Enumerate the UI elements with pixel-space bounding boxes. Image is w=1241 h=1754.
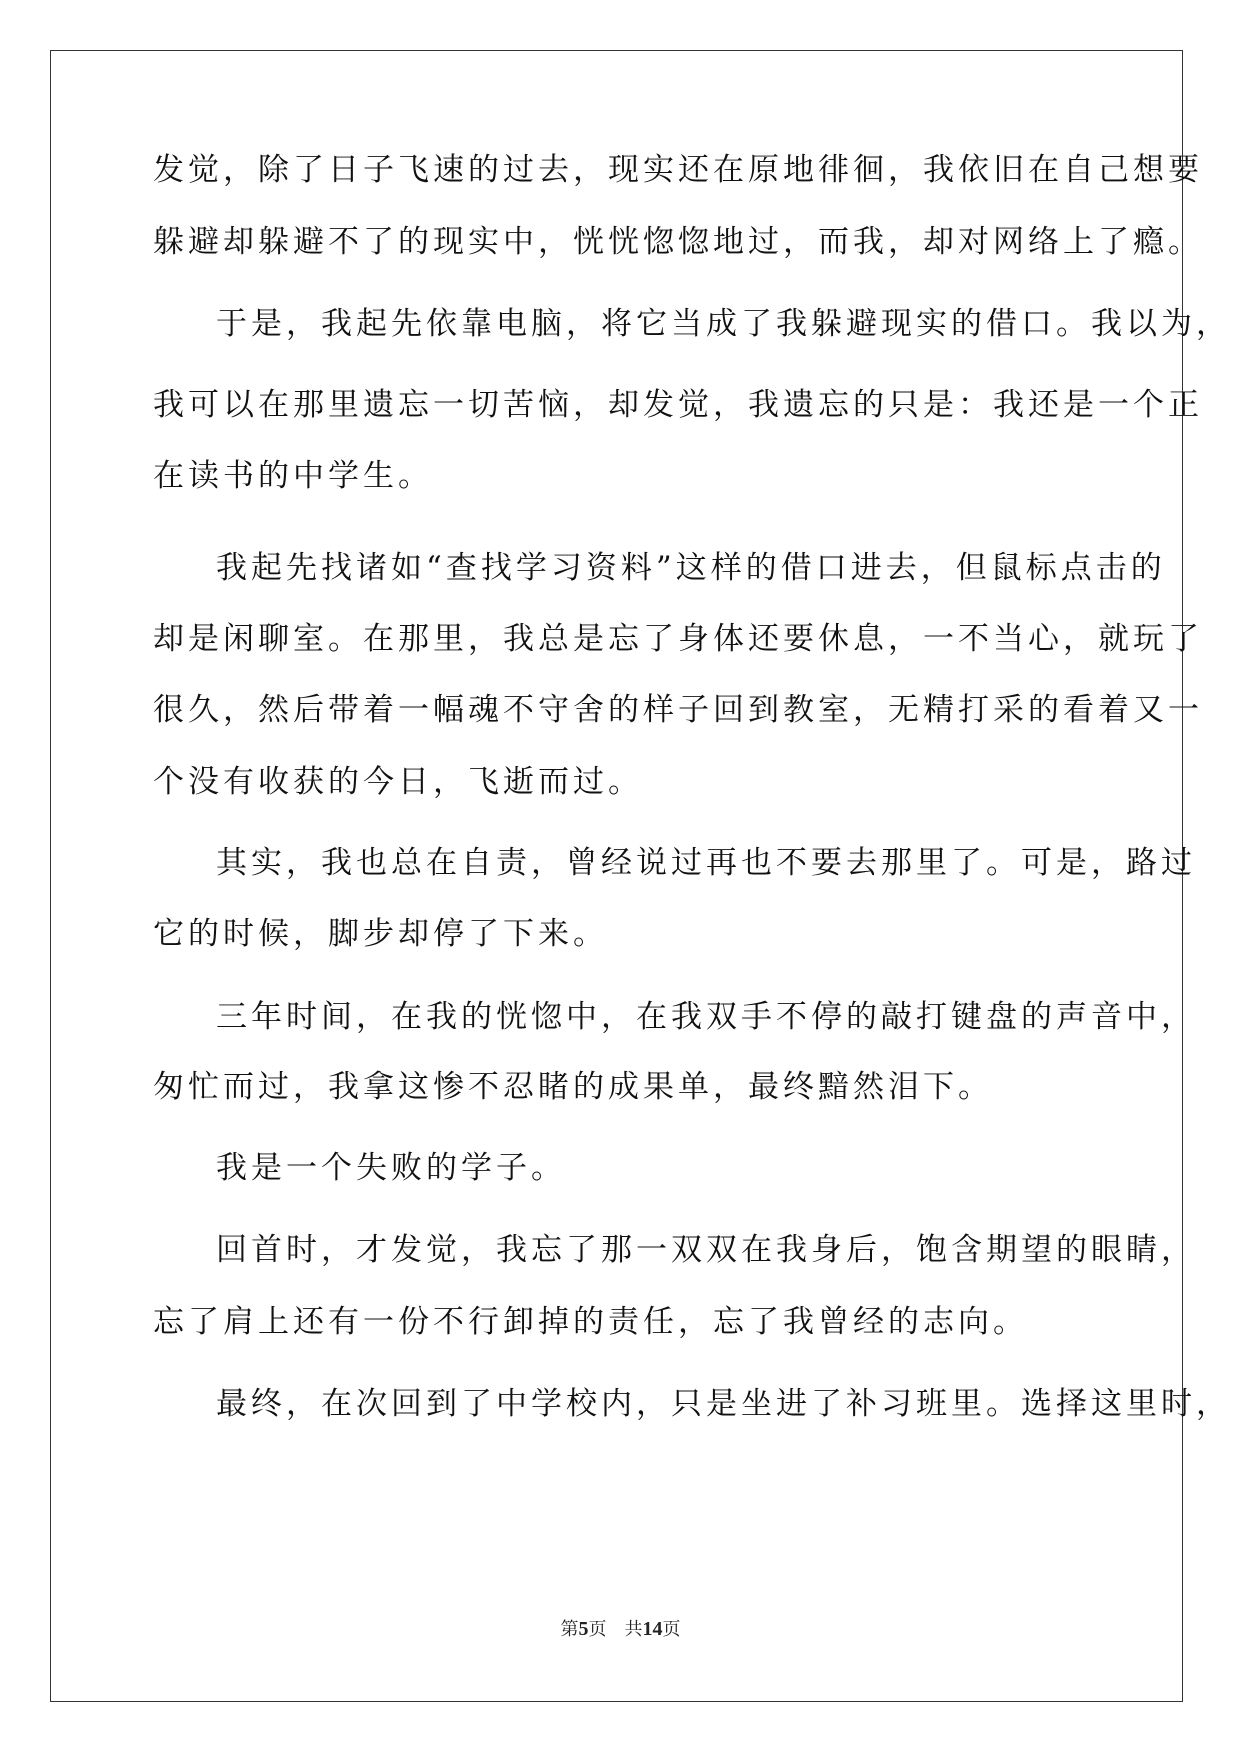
text-line: 发觉，除了日子飞速的过去，现实还在原地徘徊，我依旧在自己想要 xyxy=(153,152,1203,188)
text-line: 很久，然后带着一幅魂不守舍的样子回到教室，无精打采的看着又一 xyxy=(153,692,1203,728)
text-line: 我可以在那里遗忘一切苦恼，却发觉，我遗忘的只是：我还是一个正 xyxy=(153,387,1203,423)
footer-prefix: 第 xyxy=(560,1619,579,1640)
text-line: 其实，我也总在自责，曾经说过再也不要去那里了。可是，路过 xyxy=(216,845,1196,881)
text-line: 个没有收获的今日，飞逝而过。 xyxy=(153,764,643,800)
text-line: 我起先找诸如“查找学习资料”这样的借口进去，但鼠标点击的 xyxy=(216,550,1166,586)
footer-total-prefix: 共 xyxy=(624,1619,643,1640)
page-footer xyxy=(0,1617,1241,1642)
text-line: 却是闲聊室。在那里，我总是忘了身体还要休息，一不当心，就玩了 xyxy=(153,621,1203,657)
page-number: 5 xyxy=(578,1618,589,1640)
text-line: 回首时，才发觉，我忘了那一双双在我身后，饱含期望的眼睛， xyxy=(216,1232,1196,1268)
text-line: 我是一个失败的学子。 xyxy=(216,1150,566,1186)
text-line: 忘了肩上还有一份不行卸掉的责任，忘了我曾经的志向。 xyxy=(153,1304,1028,1340)
text-line: 于是，我起先依靠电脑，将它当成了我躲避现实的借口。我以为， xyxy=(216,306,1231,342)
text-line: 最终，在次回到了中学校内，只是坐进了补习班里。选择这里时， xyxy=(216,1386,1231,1422)
text-line: 躲避却躲避不了的现实中，恍恍惚惚地过，而我，却对网络上了瘾。 xyxy=(153,224,1203,260)
footer-page-suffix: 页 xyxy=(588,1619,607,1640)
text-line: 三年时间，在我的恍惚中，在我双手不停的敲打键盘的声音中， xyxy=(216,999,1196,1035)
total-pages: 14 xyxy=(642,1618,663,1640)
text-line: 在读书的中学生。 xyxy=(153,458,433,494)
text-line: 它的时候，脚步却停了下来。 xyxy=(153,916,608,952)
text-line: 匆忙而过，我拿这惨不忍睹的成果单，最终黯然泪下。 xyxy=(153,1069,993,1105)
footer-total-suffix: 页 xyxy=(662,1619,681,1640)
